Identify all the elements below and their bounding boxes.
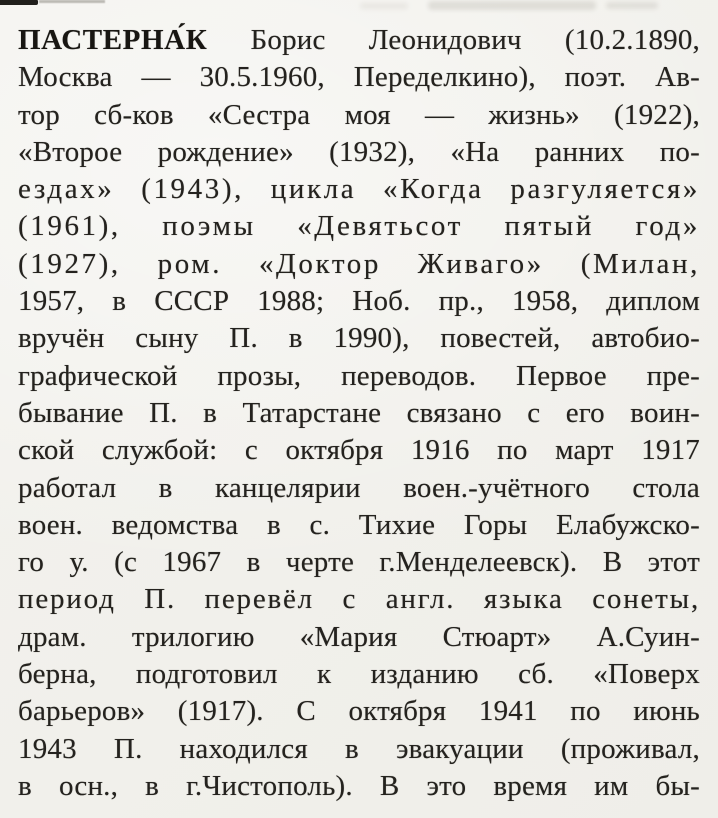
text-line: воен. ведомства в с. Тихие Горы Елабужско- — [18, 508, 700, 541]
text-line: тор сб-ков «Сестра моя — жизнь» (1922), — [18, 98, 700, 131]
scan-artifact-bleedthrough — [428, 1, 596, 10]
text-line: вручён сыну П. в 1990), повестей, автобио- — [18, 322, 700, 355]
text-line: 1957, в СССР 1988; Ноб. пр., 1958, диплом — [18, 285, 700, 318]
text-line: барьеров» (1917). С октября 1941 по июнь — [18, 695, 700, 728]
article-first-line-text: Борис Леонидович (10.2.1890, — [207, 24, 700, 56]
text-line: ездах» (1943), цикла «Когда разгуляется» — [18, 173, 700, 206]
text-line: период П. перевёл с англ. языка сонеты, — [18, 583, 700, 616]
encyclopedia-article — [18, 22, 700, 805]
scan-artifact-bleedthrough — [360, 3, 408, 9]
text-line: «Второе рождение» (1932), «На ранних по- — [18, 135, 700, 168]
text-line: (1961), поэмы «Девятьсот пятый год» — [18, 210, 700, 243]
text-line: берна, подготовил к изданию сб. «Поверх — [18, 658, 700, 691]
text-line: графической прозы, переводов. Первое пре- — [18, 359, 700, 392]
text-line: в осн., в г.Чистополь). В это время им бы- — [18, 769, 700, 802]
text-line: работал в канцелярии воен.-учётного стола — [18, 471, 700, 504]
scan-artifact-cropped-text — [0, 0, 38, 5]
article-first-line — [18, 22, 700, 59]
article-headword: ПАСТЕРНА́К — [18, 24, 208, 56]
text-line: бывание П. в Татарстане связано с его воин- — [18, 396, 700, 429]
scan-artifact-cropped-text-faint — [39, 0, 105, 3]
text-line: го у. (с 1967 в черте г.Менделеевск). В этот — [18, 546, 700, 579]
text-line: драм. трилогию «Мария Стюарт» А.Суин- — [18, 620, 700, 653]
text-line: ской службой: с октября 1916 по март 1917 — [18, 434, 700, 467]
article-body-lines — [18, 59, 700, 805]
text-line: 1943 П. находился в эвакуации (проживал, — [18, 732, 700, 765]
text-line: Москва — 30.5.1960, Переделкино), поэт. Ав- — [18, 61, 700, 94]
scan-artifact-bleedthrough — [606, 2, 658, 9]
text-line: (1927), ром. «Доктор Живаго» (Милан, — [18, 247, 700, 280]
